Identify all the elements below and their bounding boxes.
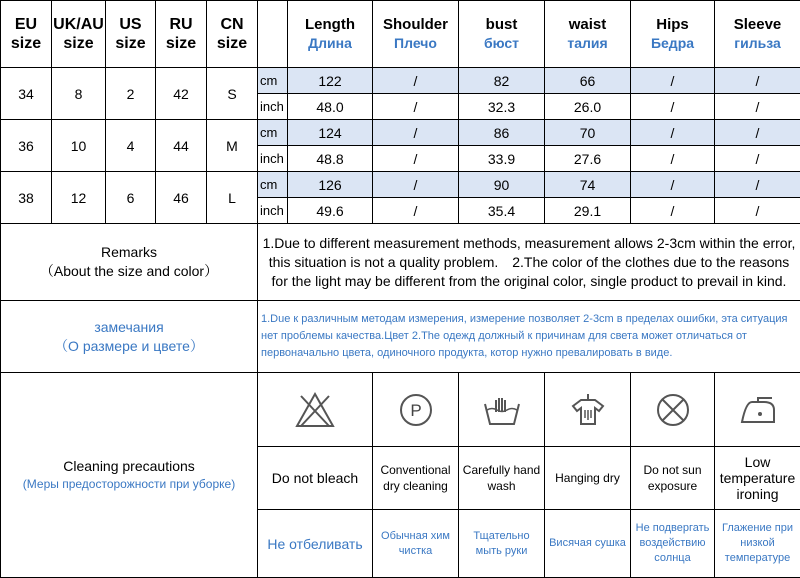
measure-cell: / bbox=[373, 94, 459, 120]
cn-size-cell: L bbox=[207, 172, 258, 224]
measure-cell: 27.6 bbox=[545, 146, 631, 172]
cn-size-cell: S bbox=[207, 68, 258, 120]
measure-cell: / bbox=[715, 68, 800, 94]
measure-cell: 82 bbox=[459, 68, 545, 94]
header-eu-size: EU size bbox=[1, 1, 52, 68]
measure-cell: 49.6 bbox=[288, 198, 373, 224]
remarks-subtitle: （About the size and color） bbox=[39, 263, 219, 279]
care-icon-row bbox=[1, 373, 800, 447]
measure-cell: 35.4 bbox=[459, 198, 545, 224]
remarks-ru-label bbox=[1, 301, 258, 373]
care-item-label: Carefully hand wash bbox=[459, 447, 545, 510]
measure-cell: / bbox=[373, 146, 459, 172]
care-subtitle: (Меры предосторожности при уборке) bbox=[22, 477, 236, 491]
measure-cell: / bbox=[373, 198, 459, 224]
measure-cell: / bbox=[631, 146, 715, 172]
ru-size-cell: 42 bbox=[156, 68, 207, 120]
header-length: Length Длина bbox=[288, 1, 373, 68]
header-unit-blank bbox=[258, 1, 288, 68]
no-sun-icon bbox=[631, 373, 715, 447]
remarks-title: Remarks bbox=[100, 244, 157, 260]
care-label-cell bbox=[1, 373, 258, 578]
measure-cell: 90 bbox=[459, 172, 545, 198]
remarks-row bbox=[1, 224, 800, 301]
table-row bbox=[1, 120, 800, 146]
cn-size-cell: M bbox=[207, 120, 258, 172]
measure-cell: / bbox=[715, 198, 800, 224]
eu-size-cell: 38 bbox=[1, 172, 52, 224]
low-iron-icon bbox=[715, 373, 800, 447]
measure-cell: 29.1 bbox=[545, 198, 631, 224]
ru-size-cell: 44 bbox=[156, 120, 207, 172]
remarks-text: 1.Due to different measurement methods, measurement allows 2-3cm within the error, this situation is not a quality problem. 2.The color of the clothes due to the reasons for the light may be different from the original color, single product to prevail in kind. bbox=[258, 224, 800, 301]
unit-cell: cm bbox=[258, 172, 288, 198]
measure-cell: 66 bbox=[545, 68, 631, 94]
remarks-ru-subtitle: （О размере и цвете） bbox=[54, 337, 204, 354]
header-us-size: US size bbox=[106, 1, 156, 68]
hand-wash-icon bbox=[459, 373, 545, 447]
remarks-ru-row bbox=[1, 301, 800, 373]
measure-cell: 33.9 bbox=[459, 146, 545, 172]
header-row bbox=[1, 1, 800, 68]
measure-cell: / bbox=[715, 120, 800, 146]
unit-cell: inch bbox=[258, 198, 288, 224]
unit-cell: inch bbox=[258, 94, 288, 120]
care-item-ru-label: Не отбеливать bbox=[258, 510, 373, 578]
care-item-label: Low temperature ironing bbox=[715, 447, 800, 510]
measure-cell: 48.8 bbox=[288, 146, 373, 172]
care-item-label: Conventional dry cleaning bbox=[373, 447, 459, 510]
ru-size-cell: 46 bbox=[156, 172, 207, 224]
unit-cell: inch bbox=[258, 146, 288, 172]
us-size-cell: 6 bbox=[106, 172, 156, 224]
care-item-ru-label: Тщательно мыть руки bbox=[459, 510, 545, 578]
hanging-dry-icon bbox=[545, 373, 631, 447]
no-bleach-icon bbox=[258, 373, 373, 447]
header-uk-size: UK/AU size bbox=[52, 1, 106, 68]
measure-cell: 70 bbox=[545, 120, 631, 146]
care-item-ru-label: Глажение при низкой температуре bbox=[715, 510, 800, 578]
remarks-ru-title: замечания bbox=[94, 318, 164, 335]
care-title: Cleaning precautions bbox=[63, 458, 195, 474]
care-item-label: Hanging dry bbox=[545, 447, 631, 510]
header-waist: waist талия bbox=[545, 1, 631, 68]
measure-cell: / bbox=[631, 120, 715, 146]
eu-size-cell: 34 bbox=[1, 68, 52, 120]
header-cn-size: CN size bbox=[207, 1, 258, 68]
remarks-label bbox=[1, 224, 258, 301]
dry-clean-p-icon bbox=[373, 373, 459, 447]
care-item-ru-label: Висячая сушка bbox=[545, 510, 631, 578]
measure-cell: / bbox=[373, 68, 459, 94]
measure-cell: 32.3 bbox=[459, 94, 545, 120]
header-bust: bust бюст bbox=[459, 1, 545, 68]
table-row bbox=[1, 172, 800, 198]
measure-cell: / bbox=[715, 172, 800, 198]
care-item-label: Do not bleach bbox=[258, 447, 373, 510]
header-ru-size: RU size bbox=[156, 1, 207, 68]
measure-cell: / bbox=[715, 146, 800, 172]
header-hips: Hips Бедра bbox=[631, 1, 715, 68]
remarks-ru-text: 1.Due к различным методам измерения, измерение позволяет 2-3cm в пределах ошибки, эта ситуация нет проблемы качества.Цвет 2.The одежд должный к причинам для света может отличаться от первоначально цвета, одиночного продукта, котор нужно превалировать в виде. bbox=[258, 301, 800, 373]
unit-cell: cm bbox=[258, 120, 288, 146]
measure-cell: / bbox=[715, 94, 800, 120]
svg-text:P: P bbox=[409, 400, 422, 420]
uk-size-cell: 10 bbox=[52, 120, 106, 172]
measure-cell: / bbox=[373, 172, 459, 198]
table-row bbox=[1, 68, 800, 94]
care-item-ru-label: Обычная хим чистка bbox=[373, 510, 459, 578]
measure-cell: 26.0 bbox=[545, 94, 631, 120]
measure-cell: 48.0 bbox=[288, 94, 373, 120]
eu-size-cell: 36 bbox=[1, 120, 52, 172]
care-item-label: Do not sun exposure bbox=[631, 447, 715, 510]
header-shoulder: Shoulder Плечо bbox=[373, 1, 459, 68]
care-item-ru-label: Не подвергать воздействию солнца bbox=[631, 510, 715, 578]
measure-cell: 124 bbox=[288, 120, 373, 146]
header-sleeve: Sleeve гильза bbox=[715, 1, 800, 68]
uk-size-cell: 12 bbox=[52, 172, 106, 224]
measure-cell: / bbox=[631, 68, 715, 94]
measure-cell: / bbox=[631, 94, 715, 120]
measure-cell: 122 bbox=[288, 68, 373, 94]
unit-cell: cm bbox=[258, 68, 288, 94]
measure-cell: 86 bbox=[459, 120, 545, 146]
measure-cell: / bbox=[631, 172, 715, 198]
us-size-cell: 2 bbox=[106, 68, 156, 120]
measure-cell: / bbox=[373, 120, 459, 146]
us-size-cell: 4 bbox=[106, 120, 156, 172]
measure-cell: 74 bbox=[545, 172, 631, 198]
measure-cell: / bbox=[631, 198, 715, 224]
uk-size-cell: 8 bbox=[52, 68, 106, 120]
measure-cell: 126 bbox=[288, 172, 373, 198]
